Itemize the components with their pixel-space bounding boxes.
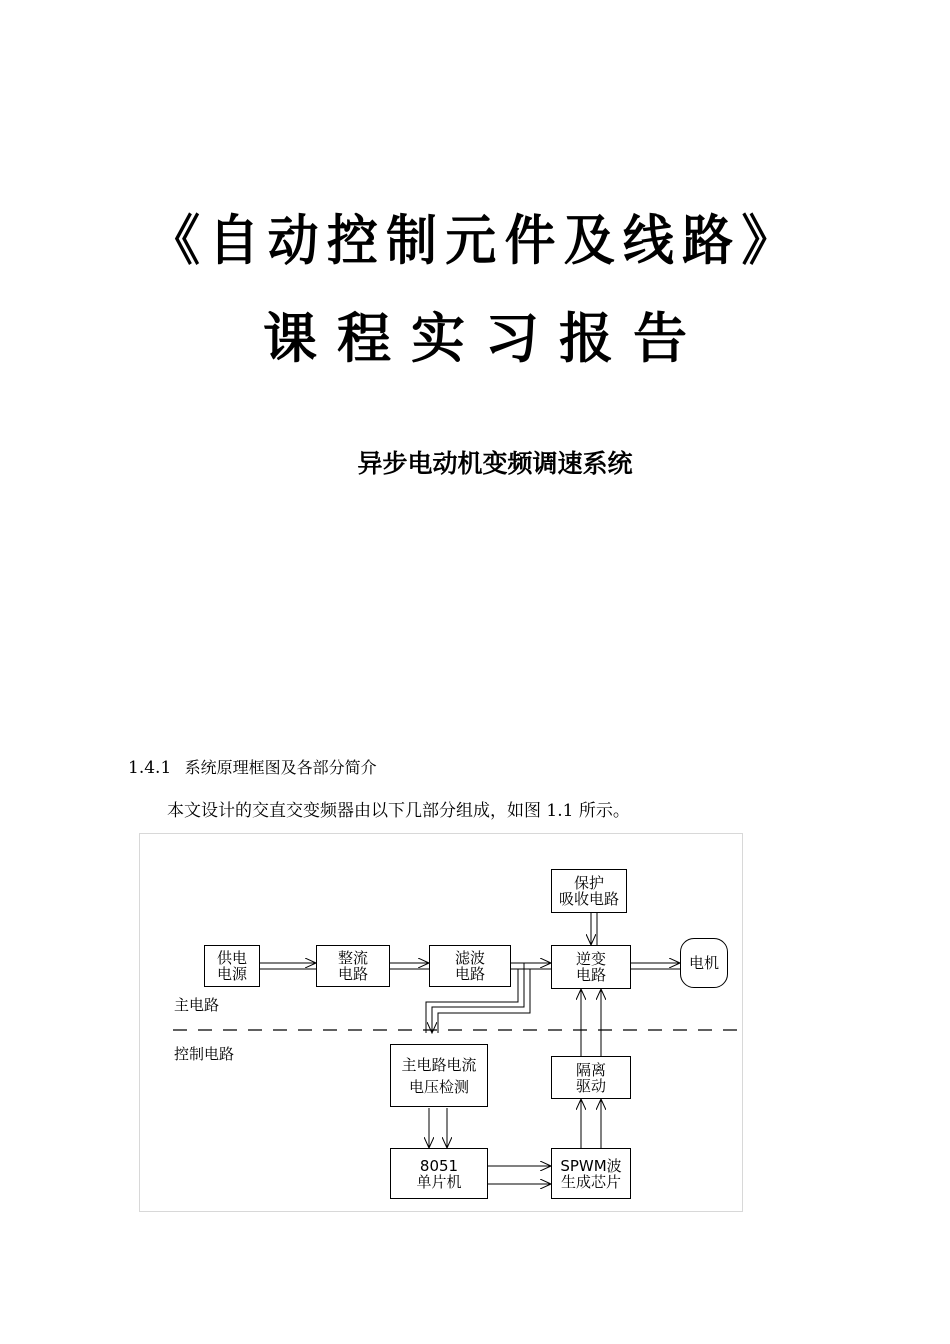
block-spwm-chip <box>551 1148 631 1199</box>
block-spwm-line2: 生成芯片 <box>560 1172 621 1191</box>
block-protection <box>551 869 627 913</box>
block-rectifier-line2: 电路 <box>337 965 368 983</box>
block-voltage-current-detect <box>390 1044 488 1107</box>
block-spwm-line1: SPWM波 <box>560 1156 622 1175</box>
section-title: 系统原理框图及各部分简介 <box>184 758 377 777</box>
report-subtitle: 异步电动机变频调速系统 <box>357 449 633 478</box>
block-mcu-line1: 8051 <box>419 1156 459 1175</box>
block-filter <box>429 945 511 987</box>
block-protection-line2: 吸收电路 <box>558 890 619 908</box>
block-detect-line1: 主电路电流 <box>401 1055 477 1074</box>
block-rectifier <box>316 945 390 987</box>
block-rectifier-line1: 整流 <box>337 949 368 967</box>
block-isolation-driver <box>551 1056 631 1099</box>
block-power-supply <box>204 945 260 987</box>
block-inverter-line1: 逆变 <box>575 950 606 968</box>
block-inverter-line2: 电路 <box>575 966 606 984</box>
block-power-supply-line1: 供电 <box>216 949 247 967</box>
label-control-circuit: 控制电路 <box>174 1045 235 1063</box>
report-title-line1: 《自动控制元件及线路》 <box>149 209 801 272</box>
label-main-circuit: 主电路 <box>174 996 220 1014</box>
block-mcu-line2: 单片机 <box>416 1172 462 1191</box>
block-isolation-line1: 隔离 <box>575 1060 606 1079</box>
body-paragraph: 本文设计的交直交变频器由以下几部分组成，如图 1.1 所示。 <box>167 801 630 821</box>
block-power-supply-line2: 电源 <box>216 965 247 983</box>
block-mcu-8051 <box>390 1148 488 1199</box>
block-isolation-line2: 驱动 <box>575 1076 606 1095</box>
block-filter-line1: 滤波 <box>454 949 485 967</box>
report-title-line2: 课程实习报告 <box>263 307 707 370</box>
block-protection-line1: 保护 <box>573 874 604 892</box>
block-motor <box>680 938 728 988</box>
section-heading <box>128 756 377 780</box>
block-inverter <box>551 945 631 989</box>
section-number: 1.4.1 <box>128 758 172 778</box>
block-filter-line2: 电路 <box>454 965 485 983</box>
block-detect-line2: 电压检测 <box>408 1077 469 1096</box>
block-motor-line1: 电机 <box>688 954 719 972</box>
block-diagram <box>139 833 743 1212</box>
